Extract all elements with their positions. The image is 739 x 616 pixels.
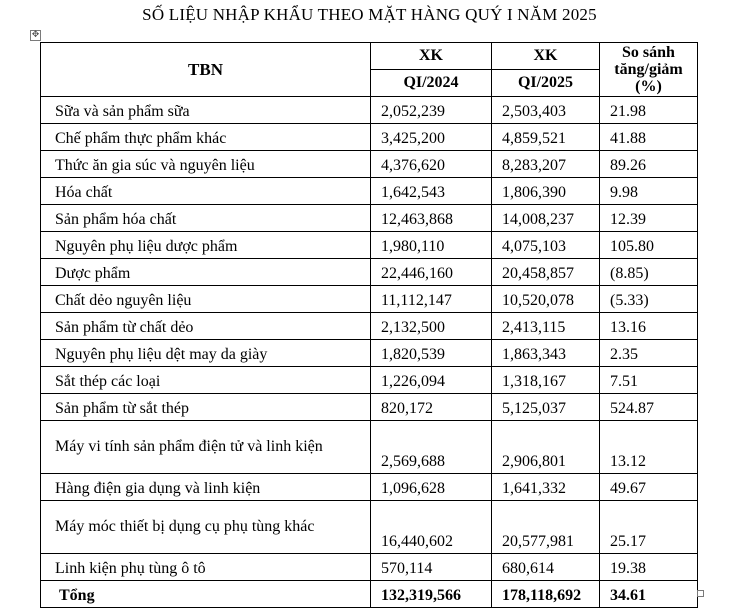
row-name: Linh kiện phụ tùng ô tô (41, 554, 371, 581)
row-pct: 25.17 (600, 501, 698, 554)
table-row (41, 340, 698, 367)
row-name: Hóa chất (41, 178, 371, 205)
table-resize-handle[interactable] (697, 590, 704, 597)
row-q2025: 2,503,403 (492, 97, 600, 124)
row-pct: 524.87 (600, 394, 698, 421)
header-qi-2024: QI/2024 (371, 70, 492, 97)
row-pct: 13.12 (600, 421, 698, 474)
table-row (41, 259, 698, 286)
row-q2025: 4,075,103 (492, 232, 600, 259)
row-q2025: 20,577,981 (492, 501, 600, 554)
table-row (41, 367, 698, 394)
table-body (41, 97, 698, 608)
row-name: Dược phẩm (41, 259, 371, 286)
table-row (41, 178, 698, 205)
row-q2024: 16,440,602 (371, 501, 492, 554)
row-q2024: 570,114 (371, 554, 492, 581)
row-q2025: 4,859,521 (492, 124, 600, 151)
page-title: SỐ LIỆU NHẬP KHẨU THEO MẶT HÀNG QUÝ I NĂM 2025 (142, 5, 597, 24)
row-name: Sản phẩm từ sắt thép (41, 394, 371, 421)
import-table (40, 42, 698, 608)
row-pct: 7.51 (600, 367, 698, 394)
header-xk-2024: XK (371, 43, 492, 70)
row-q2025: 1,806,390 (492, 178, 600, 205)
row-name: Sản phẩm hóa chất (41, 205, 371, 232)
row-q2024: 4,376,620 (371, 151, 492, 178)
table-row (41, 286, 698, 313)
table-row (41, 313, 698, 340)
row-q2024: 11,112,147 (371, 286, 492, 313)
row-name: Chế phẩm thực phẩm khác (41, 124, 371, 151)
row-q2025: 1,863,343 (492, 340, 600, 367)
table-row (41, 205, 698, 232)
row-pct: 19.38 (600, 554, 698, 581)
row-name: Nguyên phụ liệu dược phẩm (41, 232, 371, 259)
row-pct: 89.26 (600, 151, 698, 178)
row-q2025: 10,520,078 (492, 286, 600, 313)
row-q2024: 3,425,200 (371, 124, 492, 151)
row-q2025: 1,641,332 (492, 474, 600, 501)
row-name: Chất dẻo nguyên liệu (41, 286, 371, 313)
row-q2024: 2,569,688 (371, 421, 492, 474)
header-xk-2025: XK (492, 43, 600, 70)
row-pct: 13.16 (600, 313, 698, 340)
table-row (41, 97, 698, 124)
row-pct: 49.67 (600, 474, 698, 501)
row-q2025: 8,283,207 (492, 151, 600, 178)
row-q2025: 14,008,237 (492, 205, 600, 232)
total-pct: 34.61 (600, 581, 698, 608)
row-pct: 2.35 (600, 340, 698, 367)
row-pct: 105.80 (600, 232, 698, 259)
row-q2025: 1,318,167 (492, 367, 600, 394)
row-q2025: 2,906,801 (492, 421, 600, 474)
row-name: Máy vi tính sản phẩm điện tử và linh kiện (41, 421, 371, 474)
row-q2024: 12,463,868 (371, 205, 492, 232)
row-q2024: 820,172 (371, 394, 492, 421)
row-name: Nguyên phụ liệu dệt may da giày (41, 340, 371, 367)
row-q2024: 2,132,500 (371, 313, 492, 340)
row-name: Sản phẩm từ chất dẻo (41, 313, 371, 340)
header-compare: So sánh tăng/giảm (%) (600, 43, 698, 97)
row-q2024: 2,052,239 (371, 97, 492, 124)
total-row (41, 581, 698, 608)
row-name: Hàng điện gia dụng và linh kiện (41, 474, 371, 501)
row-q2024: 1,820,539 (371, 340, 492, 367)
table-row (41, 474, 698, 501)
table-row (41, 501, 698, 554)
row-q2024: 1,226,094 (371, 367, 492, 394)
row-q2024: 1,980,110 (371, 232, 492, 259)
table-row (41, 421, 698, 474)
row-q2025: 5,125,037 (492, 394, 600, 421)
table-row (41, 554, 698, 581)
row-q2024: 22,446,160 (371, 259, 492, 286)
table-row (41, 232, 698, 259)
table-move-handle-icon[interactable]: ✥ (31, 30, 40, 40)
total-q2025: 178,118,692 (492, 581, 600, 608)
row-pct: 9.98 (600, 178, 698, 205)
row-name: Máy móc thiết bị dụng cụ phụ tùng khác (41, 501, 371, 554)
row-pct: 21.98 (600, 97, 698, 124)
row-q2024: 1,642,543 (371, 178, 492, 205)
row-name: Sắt thép các loại (41, 367, 371, 394)
header-tbn: TBN (41, 43, 371, 97)
table-row (41, 151, 698, 178)
table-row (41, 394, 698, 421)
row-q2025: 680,614 (492, 554, 600, 581)
header-qi-2025: QI/2025 (492, 70, 600, 97)
row-pct: 12.39 (600, 205, 698, 232)
row-q2025: 20,458,857 (492, 259, 600, 286)
total-q2024: 132,319,566 (371, 581, 492, 608)
row-pct: (5.33) (600, 286, 698, 313)
table-row (41, 124, 698, 151)
total-name: Tổng (41, 581, 371, 608)
row-name: Sữa và sản phẩm sữa (41, 97, 371, 124)
row-q2024: 1,096,628 (371, 474, 492, 501)
row-q2025: 2,413,115 (492, 313, 600, 340)
row-pct: (8.85) (600, 259, 698, 286)
row-pct: 41.88 (600, 124, 698, 151)
row-name: Thức ăn gia súc và nguyên liệu (41, 151, 371, 178)
